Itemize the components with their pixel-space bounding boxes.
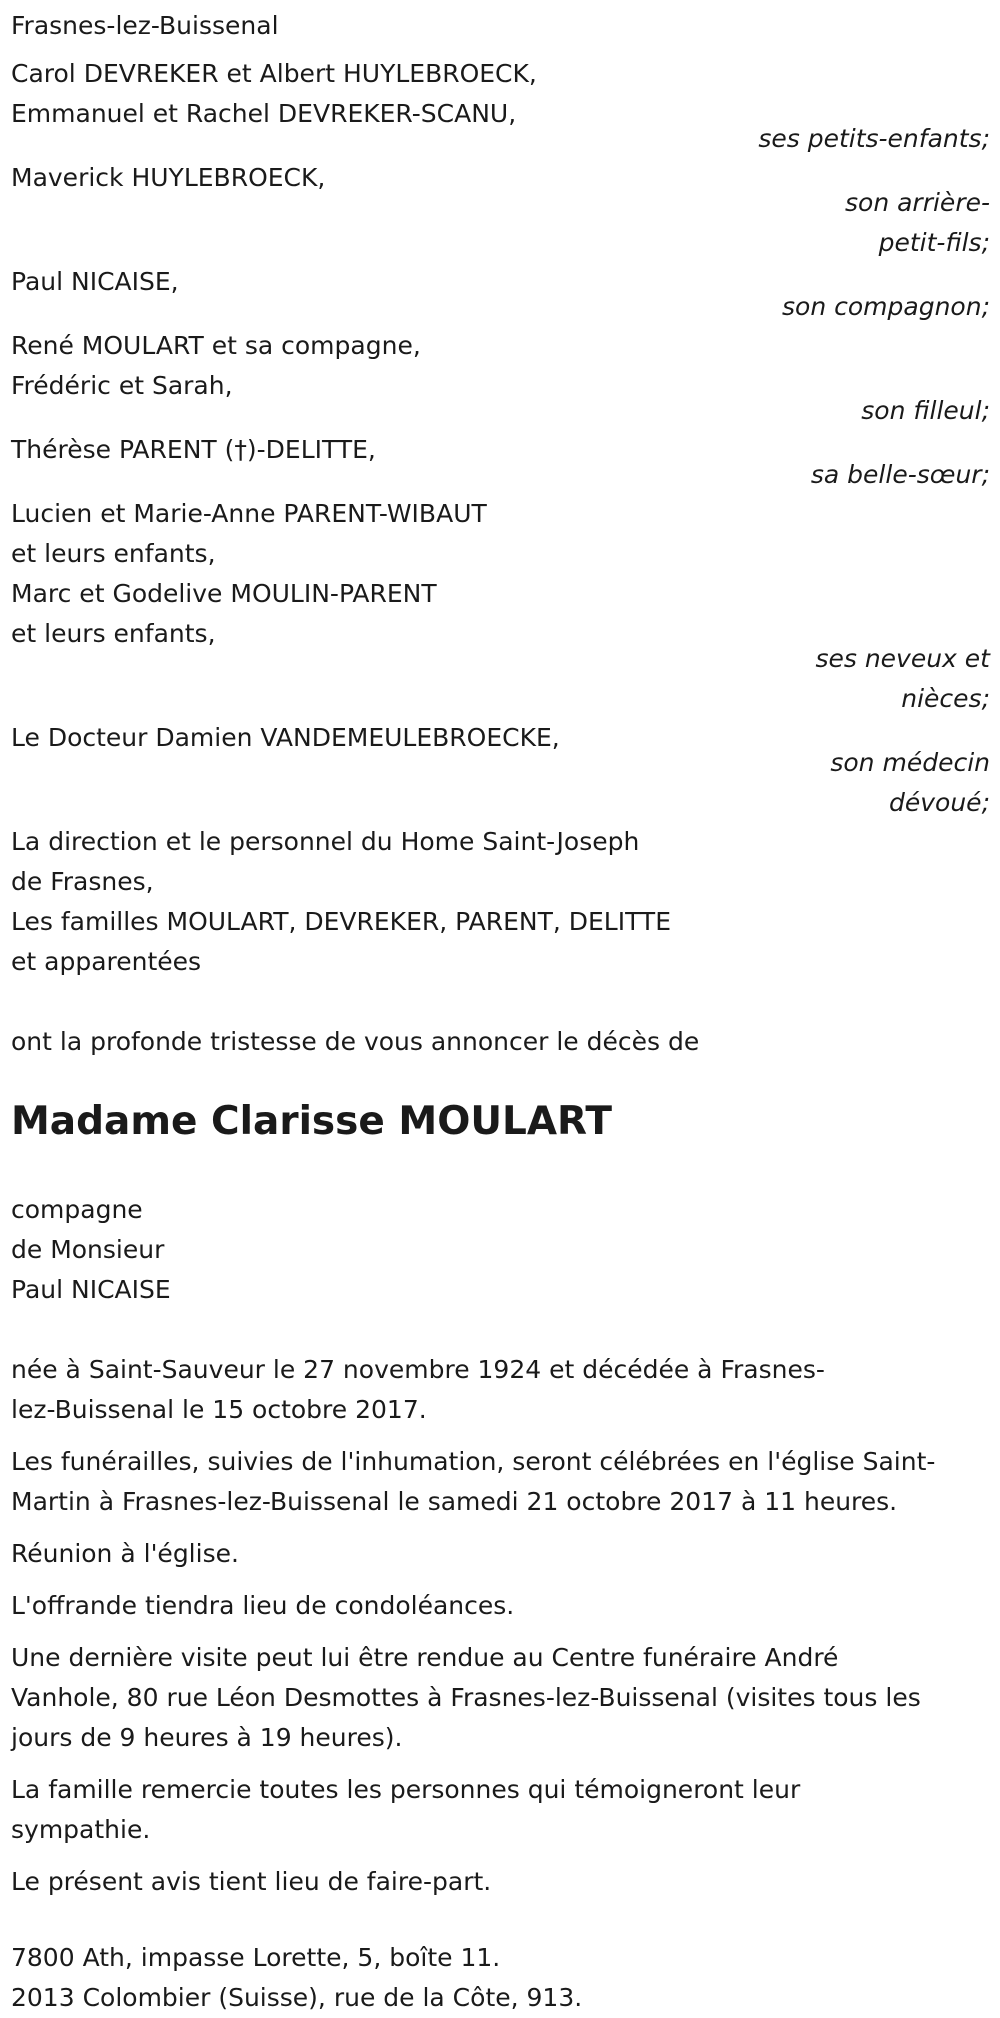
- funeral-line-1: Les funérailles, suivies de l'inhumation, seront célébrées en l'église Saint-: [11, 1447, 936, 1476]
- others-line-4: et apparentées: [11, 947, 202, 976]
- great-grandson-name: Maverick HUYLEBROECK,: [11, 163, 326, 192]
- nephews-line-3: Marc et Godelive MOULIN-PARENT: [11, 579, 437, 608]
- companion-line-1: compagne: [11, 1195, 143, 1224]
- visit-line-3: jours de 9 heures à 19 heures).: [11, 1723, 403, 1752]
- reunion-text: Réunion à l'église.: [11, 1539, 239, 1568]
- address-line-1: 7800 Ath, impasse Lorette, 5, boîte 11.: [11, 1943, 501, 1972]
- grandchildren-line-2: Emmanuel et Rachel DEVREKER-SCANU,: [11, 99, 517, 128]
- visit-line-1: Une dernière visite peut lui être rendue au Centre funéraire André: [11, 1643, 839, 1672]
- nephews-line-1: Lucien et Marie-Anne PARENT-WIBAUT: [11, 499, 487, 528]
- great-grandson-relation-line-2: petit-fils;: [878, 228, 990, 257]
- announcement: ont la profonde tristesse de vous annoncer le décès de: [11, 1027, 700, 1056]
- nephews-relation-line-2: nièces;: [901, 684, 990, 713]
- godson-line-1: René MOULART et sa compagne,: [11, 331, 421, 360]
- partner-name: Paul NICAISE,: [11, 267, 179, 296]
- thanks-line-2: sympathie.: [11, 1815, 151, 1844]
- others-line-3: Les familles MOULART, DEVREKER, PARENT, DELITTE: [11, 907, 671, 936]
- partner-relation: son compagnon;: [782, 292, 990, 321]
- notice-text: Le présent avis tient lieu de faire-part.: [11, 1867, 492, 1896]
- others-line-2: de Frasnes,: [11, 867, 154, 896]
- godson-relation: son filleul;: [861, 396, 990, 425]
- birth-death-line-2: lez-Buissenal le 15 octobre 2017.: [11, 1395, 427, 1424]
- address-line-2: 2013 Colombier (Suisse), rue de la Côte, 913.: [11, 1983, 583, 2012]
- visit-line-2: Vanhole, 80 rue Léon Desmottes à Frasnes-lez-Buissenal (visites tous les: [11, 1683, 921, 1712]
- funeral-line-2: Martin à Frasnes-lez-Buissenal le samedi 21 octobre 2017 à 11 heures.: [11, 1487, 898, 1516]
- nephews-line-2: et leurs enfants,: [11, 539, 216, 568]
- sister-in-law-relation: sa belle-sœur;: [810, 460, 990, 489]
- offering-text: L'offrande tiendra lieu de condoléances.: [11, 1591, 515, 1620]
- others-line-1: La direction et le personnel du Home Saint-Joseph: [11, 827, 640, 856]
- grandchildren-line-1: Carol DEVREKER et Albert HUYLEBROECK,: [11, 59, 537, 88]
- companion-line-2: de Monsieur: [11, 1235, 165, 1264]
- doctor-relation-line-1: son médecin: [830, 748, 990, 777]
- godson-line-2: Frédéric et Sarah,: [11, 371, 233, 400]
- thanks-line-1: La famille remercie toutes les personnes qui témoigneront leur: [11, 1775, 801, 1804]
- nephews-line-4: et leurs enfants,: [11, 619, 216, 648]
- nephews-relation-line-1: ses neveux et: [815, 644, 990, 673]
- location: Frasnes-lez-Buissenal: [11, 11, 279, 40]
- doctor-name: Le Docteur Damien VANDEMEULEBROECKE,: [11, 723, 560, 752]
- deceased-name: Madame Clarisse MOULART: [11, 1099, 612, 1144]
- great-grandson-relation-line-1: son arrière-: [845, 188, 990, 217]
- companion-line-3: Paul NICAISE: [11, 1275, 171, 1304]
- birth-death-line-1: née à Saint-Sauveur le 27 novembre 1924 et décédée à Frasnes-: [11, 1355, 825, 1384]
- doctor-relation-line-2: dévoué;: [889, 788, 990, 817]
- sister-in-law-name: Thérèse PARENT (†)-DELITTE,: [11, 435, 376, 464]
- grandchildren-relation: ses petits-enfants;: [758, 124, 990, 153]
